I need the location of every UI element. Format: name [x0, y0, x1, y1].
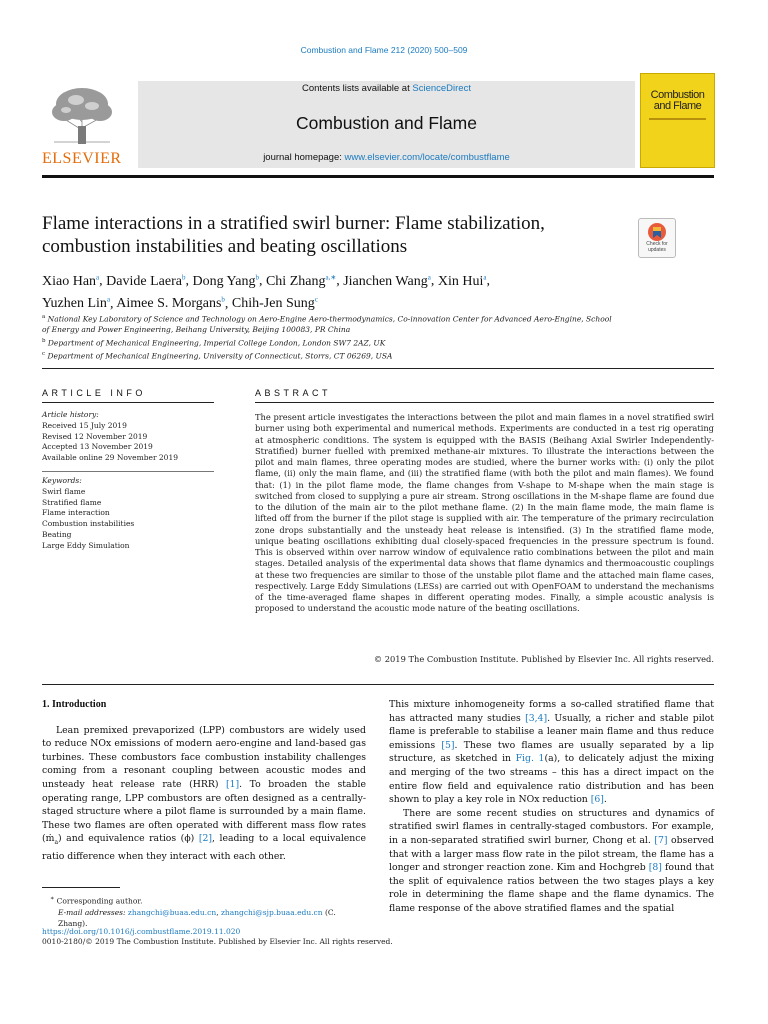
affiliation: $^a$ National Key Laboratory of Science and Technology on Aero-Engine Aero-thermodynamics, Co-innovation Center for Advanced Aero-Engine, School of Energy and Power Engineering, Beihang University, Beijing 100083, PR China: [42, 314, 612, 334]
contents-line: Contents lists available at ScienceDirect: [302, 83, 471, 94]
article-info-heading: ARTICLE INFO: [42, 388, 146, 398]
author-name[interactable]: Dong Yang$^b$: [192, 273, 259, 289]
intro-paragraph: This mixture inhomogeneity forms a so-called stratified flame that has attracted many studies [3,4]. Usually, a richer and stable pilot flame is preferable to stabilise a leaner main flame and thus reduce emissions [5]. These two flames are usually separated by a lip structure, as sketched in Fig. 1(a), to delicately adjust the mixing and merging of the two streams – this has a direct impact on the entire flow field and equivalence ratio distribution and has been shown to play a key role in NOx reduction [6].: [389, 699, 715, 806]
publication-info: [42, 927, 714, 947]
keywords-rule: [42, 471, 214, 472]
affiliations: [42, 312, 612, 362]
author-name[interactable]: Jianchen Wang$^a$: [343, 273, 431, 289]
affiliation: $^c$ Department of Mechanical Engineering, University of Connecticut, Storrs, CT 06269, USA: [42, 350, 393, 360]
elsevier-wordmark: ELSEVIER: [42, 150, 122, 167]
keyword: Large Eddy Simulation: [42, 540, 130, 550]
homepage-line: journal homepage: www.elsevier.com/locate/combustflame: [263, 152, 510, 163]
ref-link[interactable]: [6]: [590, 794, 604, 806]
author-name[interactable]: Aimee S. Morgans$^b$: [116, 295, 225, 312]
abstract-heading: ABSTRACT: [255, 388, 332, 398]
section-rule: [42, 368, 714, 369]
intro-paragraph: Lean premixed prevaporized (LPP) combustors are widely used to reduce NOx emissions of modern aero-engine and land-based gas turbines. These combustors face combustion instability challenges coming from a resonant coupling between acoustic modes and unsteady heat release rate (HRR) [1]. To broaden the stable operating range, LPP combustors are often designed as a centrally-staged structure where a pilot flame is surrounded by a main flame. These two flames are often operated with different mass flow rates (ṁ$_a$) and equivalence ratios (ϕ) [2], leading to a local equivalence ratio difference when they interact with each other.: [42, 724, 366, 862]
elsevier-tree-logo: [42, 82, 122, 150]
section-heading: 1. Introduction: [42, 699, 107, 710]
cover-title: Combustion and Flame: [650, 89, 705, 112]
keywords: Keywords: Swirl flame Stratified flame Flame interaction Combustion instabilities Beating Large Eddy Simulation: [42, 476, 214, 552]
author-name[interactable]: Davide Laera$^b$: [106, 273, 186, 289]
email-link[interactable]: zhangchi@sjp.buaa.edu.cn: [220, 907, 323, 917]
abstract-rule: [255, 402, 714, 403]
abstract-copyright: © 2019 The Combustion Institute. Published by Elsevier Inc. All rights reserved.: [373, 654, 714, 664]
doi-link[interactable]: https://doi.org/10.1016/j.combustflame.2019.11.020: [42, 927, 241, 936]
ref-link[interactable]: [1]: [225, 778, 240, 790]
body-rule: [42, 684, 714, 685]
ref-link[interactable]: [7]: [654, 834, 668, 846]
intro-paragraph: There are some recent studies on structures and dynamics of stratified swirl flames in centrally-staged combustors. For example, in a non-separated stratified swirl burner, Chong et al. [7] observed that with a larger mass flow rate in the pilot stream, the flame has a longer and stronger reaction zone. Kim and Hochgreb [8] found that the split of equivalence ratios between the two stages plays a key role in determining the flame shape and the flame dynamics. The flame response of the above stratified flames and the spatial: [389, 807, 714, 914]
affiliation: $^b$ Department of Mechanical Engineering, Imperial College London, London SW7 2AZ, UK: [42, 337, 386, 347]
author-name[interactable]: Yuzhen Lin$^a$: [42, 295, 111, 312]
intro-left-column: [42, 698, 366, 863]
article-info-rule: [42, 402, 214, 403]
email-link[interactable]: zhangchi@buaa.edu.cn: [127, 907, 217, 917]
author-name[interactable]: Chi Zhang$^{a,∗}$: [265, 273, 337, 289]
cover-stripe: [649, 118, 706, 120]
sciencedirect-link[interactable]: ScienceDirect: [412, 83, 471, 94]
keyword: Combustion instabilities: [42, 519, 135, 529]
ref-link[interactable]: [5]: [441, 739, 455, 751]
ref-link[interactable]: [3,4]: [525, 712, 548, 724]
keyword: Flame interaction: [42, 508, 110, 518]
check-for-updates-badge[interactable]: Check for updates: [638, 218, 676, 258]
article-title: Flame interactions in a stratified swirl burner: Flame stabilization, combustion instabilities and beating oscillations: [42, 213, 545, 257]
keyword: Swirl flame: [42, 486, 86, 496]
figure-link[interactable]: Fig. 1: [515, 753, 545, 765]
author-name[interactable]: Chih-Jen Sung$^c$: [231, 295, 318, 312]
ref-link[interactable]: [8]: [648, 862, 662, 874]
abstract-text: The present article investigates the interactions between the pilot and main flames in a novel stratified swirl burner using both experimental and numerical methods. Experiments are conducted in a test rig operating at atmospheric conditions. The system is equipped with the BASIS (Beihang Axial Swirler Independently-Stratified) burner fuelled with premixed methane-air mixtures. To illustrate the interactions between the pilot and main flames, three operating modes are studied, where the burner works with: (i) only the pilot flame, (ii) only the main flame, and (iii) the stratified flame (with both the pilot and main flames). We found that: (1) in the pilot flame mode, the flame changes from V-shape to M-shape when the main stage is switched from closed to supplying a pure air stream. Strong oscillations in the M-shape flame are found due to the dilution of the main air to the pilot methane flame. (2) In the main flame mode, the main flame is lifted off from the burner if the pilot stage is supplied with air. The temperature of the primary recirculation zone drops substantially and the unsteady heat release is intensified. (3) In the stratified flame mode, unique beating oscillations exhibiting dual closely-spaced frequencies in the pressure spectrum is found. This is observed within over narrow window of equivalence ratio combinations between the pilot and main stages. Detailed analysis of the experimental data shows that flame dynamics and thermoacoustic couplings at these two frequencies are similar to those of the unstable pilot flame and the attached main flame cases, respectively. Large Eddy Simulations (LESs) are carried out with OpenFOAM to understand the mechanisms of the time-averaged flame shapes in different operating modes. Finally, a simple acoustic analysis is proposed to understand the acoustic mode nature of the beating oscillations.: [255, 412, 714, 614]
header-rule: [42, 175, 714, 178]
footnote: ∗ Corresponding author. E-mail addresses: zhangchi@buaa.edu.cn, zhangchi@sjp.buaa.edu.cn (C. Zhang).: [50, 895, 336, 928]
article-history: Article history: Received 15 July 2019 Revised 12 November 2019 Accepted 13 November 2019 Available online 29 November 2019: [42, 410, 178, 463]
bookmark-icon: [639, 221, 675, 243]
journal-cover-image[interactable]: [640, 73, 715, 168]
author-name[interactable]: Xiao Han$^a$: [42, 273, 100, 289]
ref-link[interactable]: [2]: [198, 833, 212, 845]
journal-citation[interactable]: Combustion and Flame 212 (2020) 500–509: [300, 45, 468, 55]
keyword: Beating: [42, 529, 72, 539]
keyword: Stratified flame: [42, 497, 102, 507]
intro-right-column: [389, 698, 714, 916]
footnote-rule: [42, 887, 120, 888]
homepage-link[interactable]: www.elsevier.com/locate/combustflame: [344, 152, 510, 163]
author-list: Xiao Han$^a$, Davide Laera$^b$, Dong Yang$^b$, Chi Zhang$^{a,∗}$, Jianchen Wang$^a$, Xin Hui$^a$, Yuzhen Lin$^a$, Aimee S. Morgans$^b$, Chih-Jen Sung$^c$: [42, 273, 490, 312]
issn-line: 0010-2180/© 2019 The Combustion Institute. Published by Elsevier Inc. All rights reserved.: [42, 937, 393, 946]
author-name[interactable]: Xin Hui$^a$: [437, 273, 487, 289]
journal-title: Combustion and Flame: [296, 113, 477, 133]
journal-header: [138, 81, 635, 168]
